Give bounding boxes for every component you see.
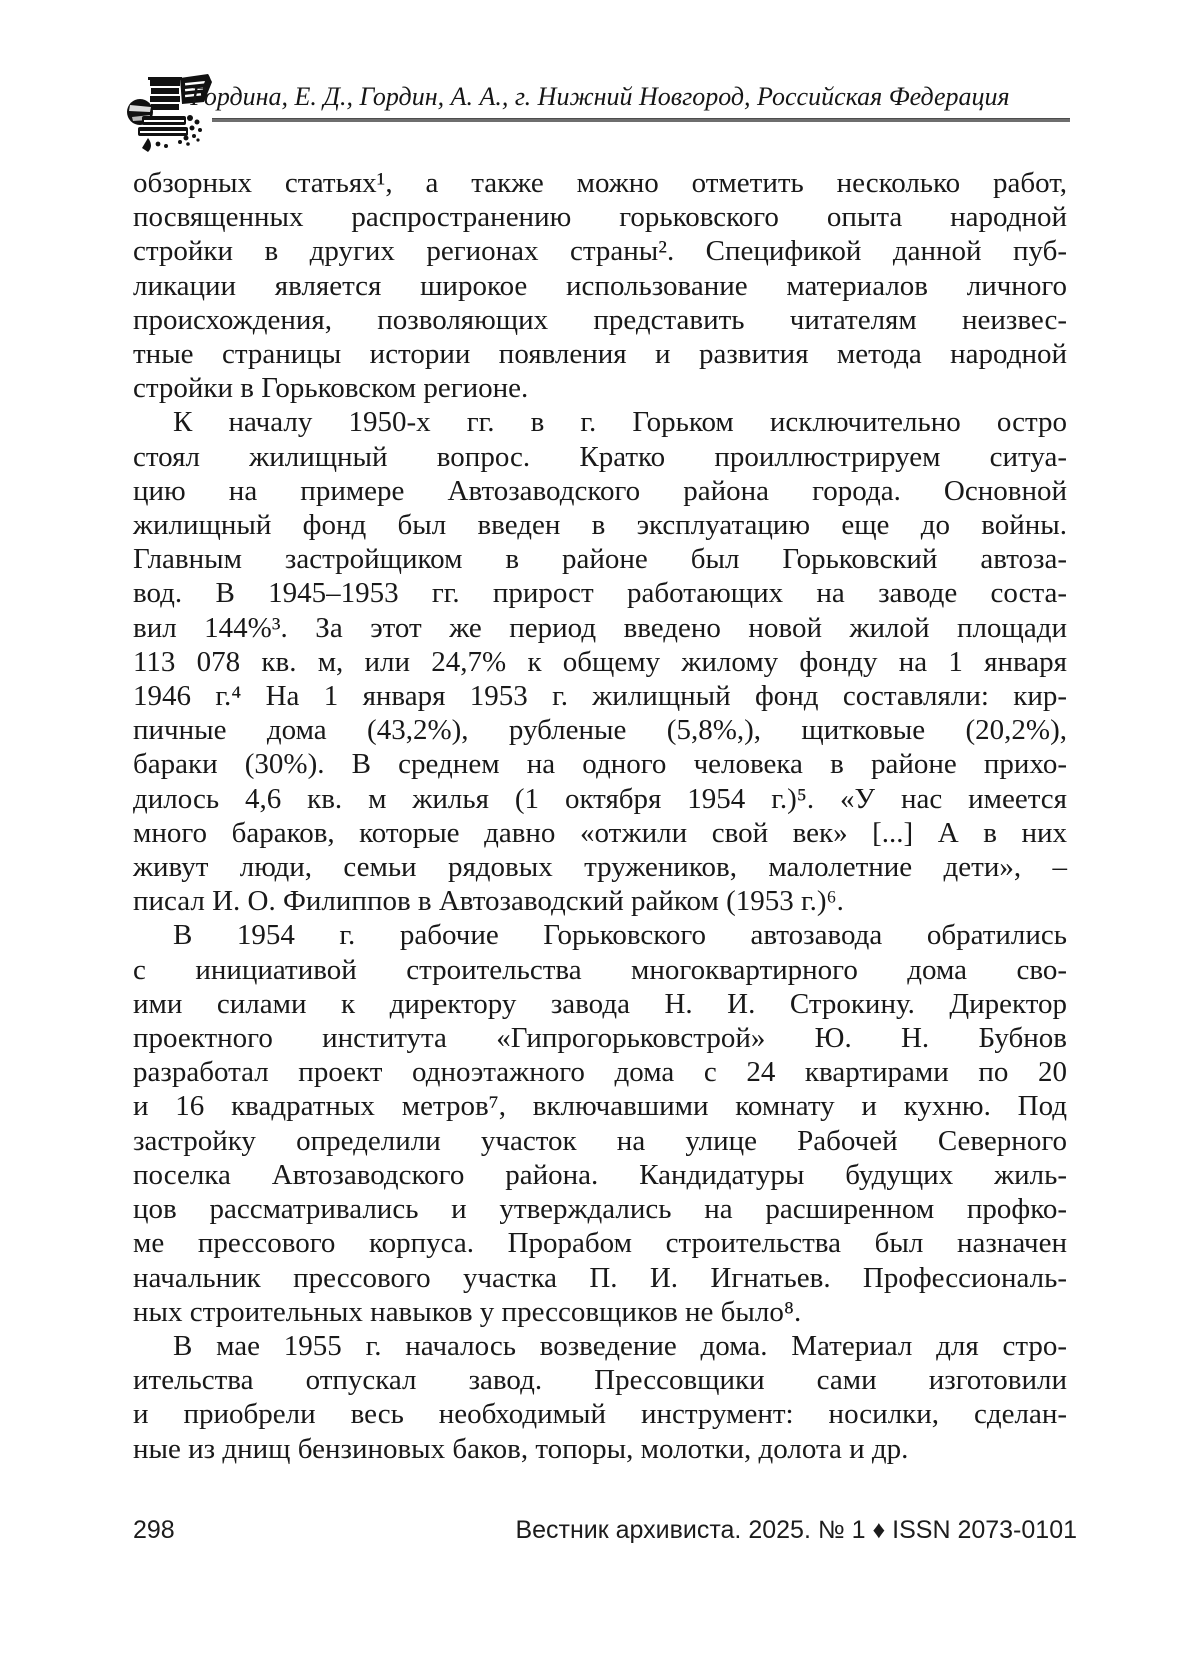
text-line: тные страницы истории появления и развития метода народной (133, 338, 1067, 371)
text-line: и приобрели весь необходимый инструмент: носилки, сделан- (133, 1398, 1067, 1431)
text-line: писал И. О. Филиппов в Автозаводский райком (1953 г.)⁶. (133, 885, 844, 918)
text-line: бараки (30%). В среднем на одного человека в районе прихо- (133, 748, 1067, 781)
text-line: застройку определили участок на улице Рабочей Северного (133, 1124, 1067, 1157)
text-line: много бараков, которые давно «отжили свой век» [...] А в них (133, 816, 1067, 849)
article-body (133, 166, 1067, 1466)
text-line: 113 078 кв. м, или 24,7% к общему жилому фонду на 1 января (133, 645, 1067, 678)
text-line: ные из днищ бензиновых баков, топоры, молотки, долота и др. (133, 1432, 909, 1465)
text-line: вод. В 1945–1953 гг. прирост работающих на заводе соста- (133, 577, 1067, 610)
text-line: стройки в Горьковском регионе. (133, 372, 529, 405)
text-line: стройки в других регионах страны². Спецификой данной пуб- (133, 235, 1067, 268)
text-line: Главным застройщиком в районе был Горьковский автоза- (133, 543, 1067, 576)
text-line: обзорных статьях¹, а также можно отметить несколько работ, (133, 167, 1067, 199)
text-line: и 16 квадратных метров⁷, включавшими комнату и кухню. Под (133, 1090, 1067, 1123)
text-line: жилищный фонд был введен в эксплуатацию еще до войны. (133, 509, 1067, 542)
text-line: ных строительных навыков у прессовщиков не было⁸. (133, 1295, 802, 1328)
text-line: стоял жилищный вопрос. Кратко проиллюстрируем ситуа- (133, 440, 1067, 473)
text-line: В мае 1955 г. началось возведение дома. Материал для стро- (173, 1329, 1067, 1362)
paragraph (133, 918, 1067, 1328)
text-line: поселка Автозаводского района. Кандидатуры будущих жиль- (133, 1158, 1067, 1191)
text-line: разработал проект одноэтажного дома с 24 квартирами по 20 (133, 1056, 1067, 1089)
text-line: В 1954 г. рабочие Горьковского автозавода обратились (173, 919, 1067, 952)
text-line: вил 144%³. За этот же период введено новой жилой площади (133, 611, 1067, 644)
text-line: живут люди, семьи рядовых тружеников, малолетние дети», – (133, 851, 1067, 884)
text-line: проектного института «Гипрогорьковстрой» Ю. Н. Бубнов (133, 1022, 1067, 1055)
paragraph (133, 166, 1067, 405)
text-line: цию на примере Автозаводского района города. Основной (133, 474, 1067, 507)
text-line: дилось 4,6 кв. м жилья (1 октября 1954 г.)⁵. «У нас имеется (133, 782, 1067, 815)
text-line: посвященных распространению горьковского опыта народной (133, 201, 1067, 234)
page-number: 298 (133, 1516, 175, 1544)
text-line: 1946 г.⁴ На 1 января 1953 г. жилищный фонд составляли: кир- (133, 680, 1067, 713)
text-line: происхождения, позволяющих представить читателям неизвес- (133, 303, 1067, 336)
text-line: ликации является широкое использование материалов личного (133, 269, 1067, 302)
text-line: ительства отпускал завод. Прессовщики сами изготовили (133, 1364, 1067, 1397)
paragraph (133, 405, 1067, 918)
running-head-authors: Гордина, Е. Д., Гордин, А. А., г. Нижний Новгород, Российская Федерация (190, 82, 1010, 111)
text-line: начальник прессового участка П. И. Игнатьев. Профессиональ- (133, 1261, 1067, 1294)
paragraph (133, 1329, 1067, 1466)
text-line: ими силами к директору завода Н. И. Строкину. Директор (133, 987, 1067, 1020)
journal-footer-line: Вестник архивиста. 2025. № 1 ♦ ISSN 2073-0101 (515, 1516, 1077, 1544)
text-line: пичные дома (43,2%), рубленые (5,8%,), щитковые (20,2%), (133, 714, 1067, 747)
text-line: цов рассматривались и утверждались на расширенном профко- (133, 1193, 1067, 1226)
text-line: с инициативой строительства многоквартирного дома сво- (133, 953, 1067, 986)
text-line: К началу 1950-х гг. в г. Горьком исключительно остро (173, 406, 1067, 439)
text-line: ме прессового корпуса. Прорабом строительства был назначен (133, 1227, 1067, 1260)
header-rule (212, 118, 1070, 122)
